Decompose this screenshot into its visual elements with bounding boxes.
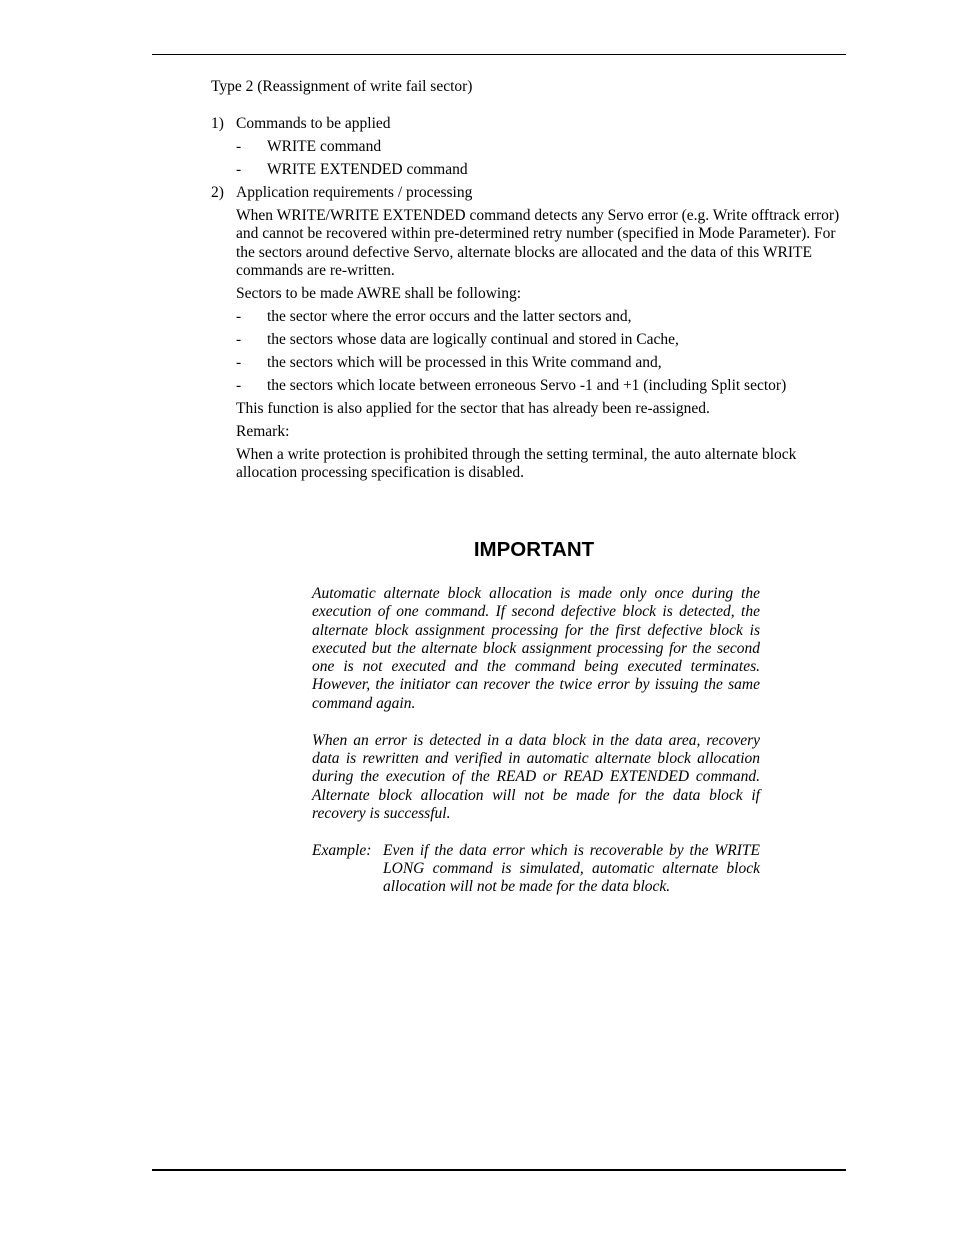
- paragraph-line: allocation processing specification is disabled.: [236, 463, 524, 481]
- paragraph-line: Alternate block allocation will not be made for the data block if: [312, 786, 760, 804]
- paragraph-line: Automatic alternate block allocation is made only once during the: [312, 585, 760, 602]
- paragraph-line: However, the initiator can recover the twice error by issuing the same: [312, 676, 760, 694]
- paragraph-line: When WRITE/WRITE EXTENDED command detects any Servo error (e.g. Write offtrack error): [236, 206, 840, 224]
- sector-item: [236, 331, 891, 349]
- bullet-text: WRITE command: [267, 137, 382, 155]
- bullet-text: the sectors whose data are logically continual and stored in Cache,: [267, 330, 679, 348]
- list-item-commands: [211, 115, 891, 179]
- paragraph-line: during the execution of the READ or READ EXTENDED command.: [312, 768, 760, 786]
- paragraph-line: alternate block assignment processing for the first defective block is: [312, 621, 760, 639]
- sector-item: [236, 377, 891, 395]
- paragraph-line: the sectors around defective Servo, alternate blocks are allocated and the data of this WRITE: [236, 243, 812, 261]
- section-body: [211, 78, 891, 487]
- paragraph-line: execution of one command. If second defective block is detected, the: [312, 603, 760, 621]
- bullet-marker: -: [236, 353, 242, 371]
- footer-rule: [152, 1169, 846, 1171]
- paragraph-line: executed but the alternate block assignment processing for the second: [312, 639, 760, 657]
- bullet-text: the sectors which locate between erroneous Servo -1 and +1 (including Split sector): [267, 376, 787, 394]
- paragraph-line: When a write protection is prohibited through the setting terminal, the auto alternate block: [236, 445, 797, 463]
- example-note: [312, 842, 760, 897]
- bullet-text: the sectors which will be processed in this Write command and,: [267, 353, 662, 371]
- item-number: 1): [211, 114, 224, 132]
- bullet-marker: -: [236, 137, 242, 155]
- paragraph-line: data is rewritten and verified in automatic alternate block allocation: [312, 749, 760, 767]
- sector-item: [236, 354, 891, 372]
- sectors-intro: Sectors to be made AWRE shall be following:: [236, 284, 522, 302]
- example-text: [383, 842, 760, 897]
- bullet-item: [236, 138, 891, 156]
- paragraph-line: recovery is successful.: [312, 804, 451, 822]
- paragraph-line: Even if the data error which is recoverable by the WRITE: [383, 841, 760, 859]
- bullet-item: [236, 161, 891, 179]
- paragraph-line: command again.: [312, 694, 416, 712]
- remark-paragraph: [236, 446, 891, 483]
- paragraph-line: LONG command is simulated, automatic alternate block: [383, 860, 760, 878]
- bullet-text: the sector where the error occurs and the latter sectors and,: [267, 307, 632, 325]
- paragraph-line: and cannot be recovered within pre-determined retry number (specified in Mode Parameter). For: [236, 225, 836, 243]
- bullet-marker: -: [236, 307, 242, 325]
- section-title: Type 2 (Reassignment of write fail sector): [211, 78, 473, 95]
- sector-item: [236, 308, 891, 326]
- important-notice: [312, 585, 760, 897]
- bullet-marker: -: [236, 160, 242, 178]
- paragraph-line: commands are re-written.: [236, 261, 395, 279]
- list-item-requirements: [211, 184, 891, 482]
- important-heading: IMPORTANT: [473, 538, 595, 561]
- notice-paragraph: [312, 585, 760, 713]
- bullet-text: WRITE EXTENDED command: [267, 160, 468, 178]
- bullet-marker: -: [236, 330, 242, 348]
- item-label: Commands to be applied: [236, 114, 391, 132]
- paragraph-line: one is not executed and the command being executed terminates.: [312, 658, 760, 676]
- item-number: 2): [211, 183, 224, 201]
- paragraph-line: allocation will not be made for the data block.: [383, 878, 671, 896]
- example-label: Example:: [312, 841, 372, 859]
- header-rule: [152, 54, 846, 55]
- reassign-note: This function is also applied for the sector that has already been re-assigned.: [236, 399, 710, 417]
- item-label: Application requirements / processing: [236, 183, 473, 201]
- description-paragraph: [236, 207, 891, 280]
- paragraph-line: When an error is detected in a data block in the data area, recovery: [312, 731, 760, 749]
- bullet-marker: -: [236, 376, 242, 394]
- remark-label: Remark:: [236, 422, 290, 440]
- notice-paragraph: [312, 732, 760, 823]
